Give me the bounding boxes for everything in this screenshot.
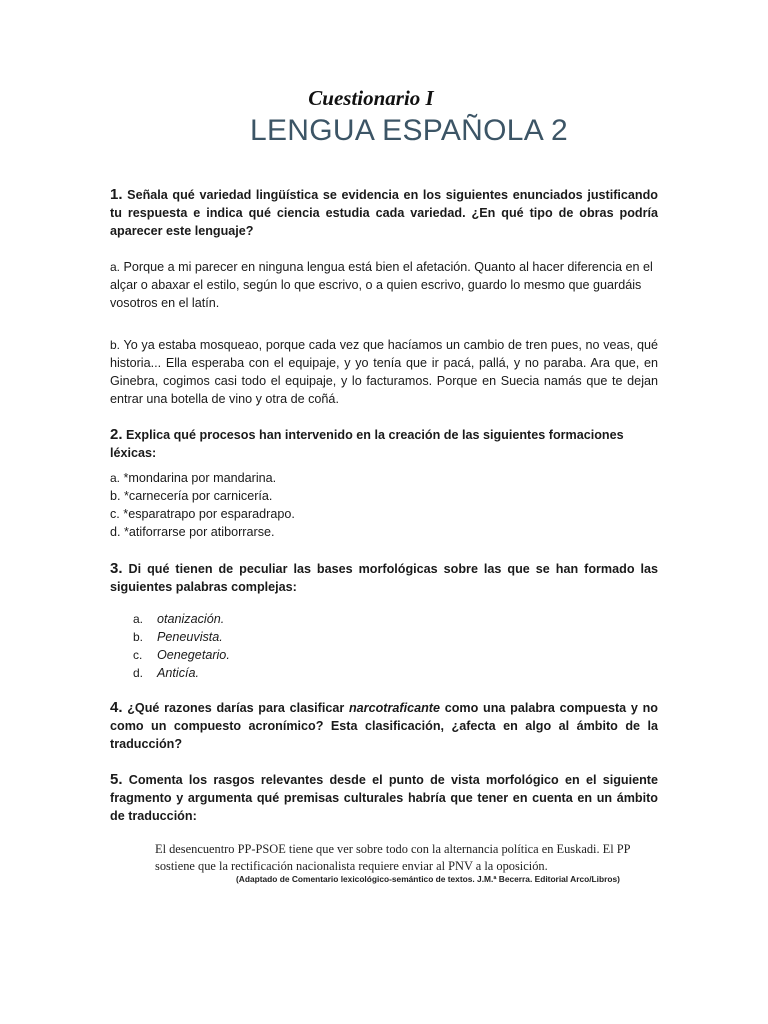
question-3-text: Di qué tienen de peculiar las bases morfológicas sobre las que se han formado las siguientes palabras complejas: bbox=[110, 562, 658, 594]
question-1-item-a bbox=[110, 258, 658, 312]
item-text: *esparatrapo por esparadrapo. bbox=[119, 507, 295, 521]
question-2 bbox=[110, 426, 658, 462]
list-item bbox=[110, 505, 658, 523]
list-item bbox=[110, 523, 658, 541]
list-item bbox=[110, 487, 658, 505]
question-1-text: Señala qué variedad lingüística se evidencia en los siguientes enunciados justificando tu respuesta e indica qué ciencia estudia cada variedad. ¿En qué tipo de obras podría aparecer este lenguaje? bbox=[110, 188, 658, 238]
question-1 bbox=[110, 186, 658, 240]
item-label: c. bbox=[110, 507, 120, 521]
item-text: otanización. bbox=[157, 612, 225, 626]
question-1-item-b bbox=[110, 336, 658, 408]
list-item bbox=[133, 628, 433, 646]
question-5-number: 5. bbox=[110, 771, 123, 788]
item-text: Yo ya estaba mosqueao, porque cada vez que hacíamos un cambio de tren pues, no veas, qué historia... Ella esperaba con el equipaje, y yo tenía que ir pacá, pallá, y no paraba. Ara que, en Ginebra, cogimos casi todo el equipaje, y lo facturamos. Porque en Suecia namás que te dejan entrar una botella de vino y otra de coñá. bbox=[110, 338, 658, 406]
list-item bbox=[133, 646, 433, 664]
item-label: c. bbox=[133, 648, 143, 662]
question-4-text-after: como una palabra compuesta y no como un compuesto acronímico? Esta clasificación, ¿afecta en algo al ámbito de la traducción? bbox=[110, 701, 658, 751]
question-5-text: Comenta los rasgos relevantes desde el punto de vista morfológico en el siguiente fragmento y argumenta qué premisas culturales habría que tener en cuenta en un ámbito de traducción: bbox=[110, 773, 658, 823]
item-label: a. bbox=[133, 612, 144, 626]
list-item bbox=[110, 469, 658, 487]
question-3 bbox=[110, 560, 658, 596]
item-label: b. bbox=[110, 489, 121, 503]
item-text: *carnecería por carnicería. bbox=[120, 489, 273, 503]
item-text: Porque a mi parecer en ninguna lengua está bien el afetación. Quanto al hacer diferencia en el alçar o abaxar el estilo, según lo que escrivo, o a quien escrivo, guardo lo mesmo que guardáis vosotros en el latín. bbox=[110, 260, 653, 310]
item-label: b. bbox=[133, 630, 144, 644]
question-5 bbox=[110, 771, 658, 825]
item-text: *mondarina por mandarina. bbox=[120, 471, 277, 485]
list-item bbox=[133, 664, 433, 682]
question-2-text: Explica qué procesos han intervenido en la creación de las siguientes formaciones léxicas: bbox=[110, 428, 624, 460]
quoted-fragment: El desencuentro PP-PSOE tiene que ver sobre todo con la alternancia política en Euskadi. El PP sostiene que la rectificación nacionalista requiere enviar al PNV a la oposición. bbox=[155, 842, 631, 873]
item-label: d. bbox=[133, 666, 144, 680]
question-3-number: 3. bbox=[110, 560, 123, 577]
document-subtitle: LENGUA ESPAÑOLA 2 bbox=[249, 114, 569, 147]
item-text: Peneuvista. bbox=[157, 630, 223, 644]
question-4-text-before: ¿Qué razones darías para clasificar bbox=[122, 701, 349, 715]
document-title: Cuestionario I bbox=[308, 86, 434, 110]
item-label: d. bbox=[110, 525, 121, 539]
quote-source: (Adaptado de Comentario lexicológico-semántico de textos. J.M.ª Becerra. Editorial Arco/Libros) bbox=[236, 874, 620, 884]
question-4 bbox=[110, 699, 658, 753]
item-label: a. bbox=[110, 471, 121, 485]
question-4-italic-term: narcotraficante bbox=[348, 701, 440, 715]
item-text: Anticía. bbox=[157, 666, 199, 680]
question-1-number: 1. bbox=[110, 186, 123, 203]
question-3-list bbox=[133, 610, 433, 682]
item-label: a. bbox=[110, 260, 121, 274]
question-4-number: 4. bbox=[110, 699, 123, 716]
question-2-list bbox=[110, 469, 658, 541]
item-text: Oenegetario. bbox=[157, 648, 230, 662]
item-text: *atiforrarse por atiborrarse. bbox=[120, 525, 275, 539]
item-label: b. bbox=[110, 338, 121, 352]
question-2-number: 2. bbox=[110, 426, 123, 443]
list-item bbox=[133, 610, 433, 628]
